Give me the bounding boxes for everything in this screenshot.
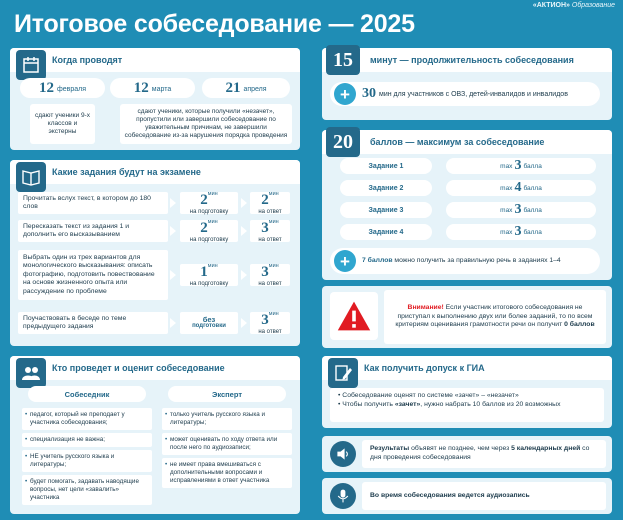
calendar-icon	[16, 50, 46, 80]
score-label-3: Задание 3	[340, 202, 432, 218]
task-4-text: Поучаствовать в беседе по теме предыдущего задания	[18, 312, 168, 334]
duration-number: 15	[326, 45, 360, 75]
microphone-icon	[330, 483, 356, 509]
col-expert: Эксперт	[168, 386, 286, 402]
admission-card	[322, 356, 612, 428]
bonus-row: 7 баллов можно получить за правильную речь в заданиях 1–4	[330, 248, 600, 274]
date-apr: 21 апреля	[202, 78, 290, 98]
task-3-text: Выбрать один из трех вариантов для монологического высказывания: описать фотографию, подготовить повествование на основе жизненного опыта или рассуждение по проблеме	[18, 250, 168, 300]
list-item: • будет помогать, задавать наводящие вопросы, нет цели «завалить» участника	[22, 475, 152, 505]
recording-text: Во время собеседования ведется аудиозапись	[362, 482, 606, 510]
recording-card	[322, 478, 612, 514]
book-icon	[16, 162, 46, 192]
brand-logo: «АКТИОН» Образование	[532, 2, 615, 9]
interlocutor-list	[22, 408, 152, 508]
score-label-2: Задание 2	[340, 180, 432, 196]
people-icon	[16, 358, 46, 388]
feb-note: сдают ученики 9-х классов и экстерны	[30, 104, 95, 144]
list-item: • НЕ учитель русского языка и литературы;	[22, 450, 152, 472]
admission-text: • Собеседование оценят по системе «зачет» – «незачет» • Чтобы получить «зачет», нужно набрать 10 баллов из 20 возможных	[330, 388, 604, 422]
plus-icon: +	[334, 250, 356, 272]
edit-icon	[328, 358, 358, 388]
max-score-number: 20	[326, 127, 360, 157]
retake-note: сдают ученики, которые получили «незачет», пропустили или завершили собеседование по уважительным причинам, не завершили собеседование из-за нарушения порядка проведения	[120, 104, 292, 144]
warning-card	[322, 286, 612, 348]
task-3-prep: $1^{мин}$ на подготовку	[180, 264, 238, 286]
page-title: Итоговое собеседование — 2025	[14, 10, 415, 38]
task-1-prep: $2^{мин}$ на подготовку	[180, 192, 238, 214]
list-item: • специализация не важна;	[22, 433, 152, 447]
col-interlocutor: Собеседник	[28, 386, 146, 402]
score-val-2: max 4 балла	[446, 180, 596, 196]
tasks-card	[10, 160, 300, 346]
scores-text: баллов — максимум за собеседование	[370, 137, 545, 147]
plus-icon: +	[334, 83, 356, 105]
task-2-text: Пересказать текст из задания 1 и дополнить его высказыванием	[18, 220, 168, 242]
expert-list	[162, 408, 292, 491]
task-2-prep: $2^{мин}$ на подготовку	[180, 220, 238, 242]
warning-text: Внимание! Если участник итогового собеседования не приступал к выполнению двух или более заданий, то по всем критериям оценивания грамотности речи он получит 0 баллов	[384, 290, 606, 344]
speaker-icon	[330, 441, 356, 467]
list-item: • может оценивать по ходу ответа или после него по аудиозаписи;	[162, 433, 292, 455]
score-label-4: Задание 4	[340, 224, 432, 240]
warning-icon	[330, 292, 378, 340]
when-card	[10, 48, 300, 150]
task-2-ans: $3^{мин}$ на ответ	[250, 220, 290, 242]
score-label-1: Задание 1	[340, 158, 432, 174]
list-item: • педагог, который не преподает у участника собеседования;	[22, 408, 152, 430]
scores-card	[322, 130, 612, 280]
date-mar: 12 марта	[110, 78, 195, 98]
tasks-header: Какие задания будут на экзамене	[52, 167, 201, 177]
list-item: • не имеет права вмешиваться с дополнительными вопросами и исправлениями в ответ участника	[162, 458, 292, 488]
extra-time-row: 30 мин для участников с ОВЗ, детей-инвалидов и инвалидов	[330, 82, 600, 106]
duration-card	[322, 48, 612, 120]
task-4-prep: без подготовки	[180, 312, 238, 334]
results-text: Результаты объявят не позднее, чем через 5 календарных дней со дня проведения собеседования	[362, 440, 606, 468]
score-val-1: max 3 балла	[446, 158, 596, 174]
task-1-text: Прочитать вслух текст, в котором до 180 слов	[18, 192, 168, 214]
when-header: Когда проводят	[52, 55, 123, 65]
task-1-ans: $2^{мин}$ на ответ	[250, 192, 290, 214]
score-val-3: max 3 балла	[446, 202, 596, 218]
admission-header: Как получить допуск к ГИА	[364, 363, 485, 373]
task-3-ans: $3^{мин}$ на ответ	[250, 264, 290, 286]
list-item: • только учитель русского языка и литературы;	[162, 408, 292, 430]
date-feb: 12 февраля	[20, 78, 105, 98]
who-card	[10, 356, 300, 514]
score-val-4: max 3 балла	[446, 224, 596, 240]
duration-text: минут — продолжительность собеседования	[370, 55, 574, 65]
task-4-ans: $3^{мин}$ на ответ	[250, 312, 290, 334]
who-header: Кто проведет и оценит собеседование	[52, 363, 225, 373]
results-card	[322, 436, 612, 472]
